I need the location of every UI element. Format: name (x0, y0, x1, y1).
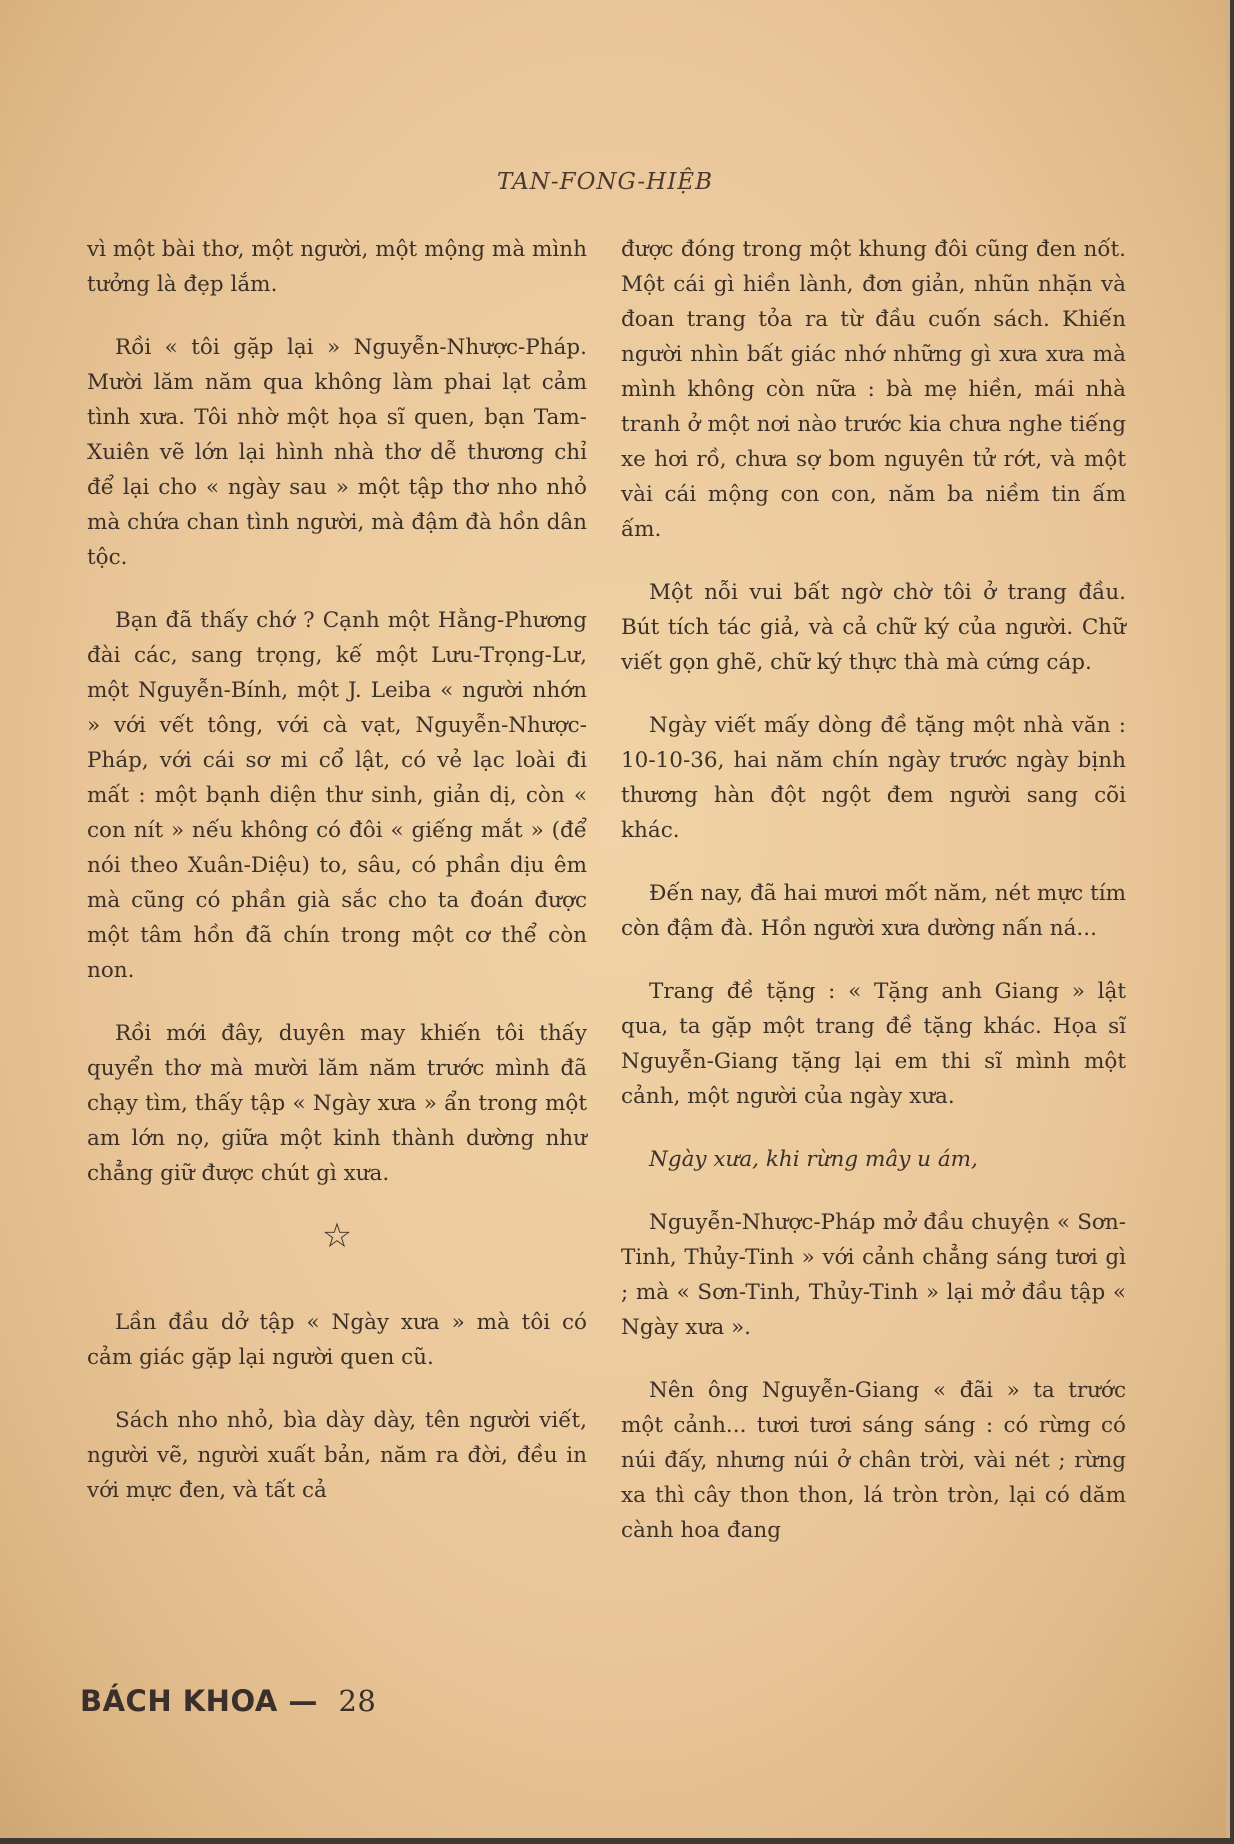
footer-separator: — (288, 1684, 318, 1718)
paragraph: Trang đề tặng : « Tặng anh Giang » lật qua, ta gặp một trang đề tặng khác. Họa sĩ Nguyễn-Giang tặng lại em thi sĩ mình một cảnh, một người của ngày xưa. (621, 979, 1126, 1109)
star-ornament-icon: ☆ (321, 1216, 353, 1256)
right-column (621, 232, 1126, 1576)
paragraph: được đóng trong một khung đôi cũng đen nốt. Một cái gì hiền lành, đơn giản, nhũn nhặn và đoan trang tỏa ra từ đầu cuốn sách. Khiến người nhìn bất giác nhớ những gì xưa xưa mà mình không còn nữa : bà mẹ hiền, mái nhà tranh ở một nơi nào trước kia chưa nghe tiếng xe hơi rồ, chưa sợ bom nguyên tử rớt, và một vài cái mộng con con, năm ba niềm tin ấm ấm. (621, 237, 1126, 542)
paragraph: Rồi mới đây, duyên may khiến tôi thấy quyển thơ mà mười lăm năm trước mình đã chạy tìm, thấy tập « Ngày xưa » ẩn trong một am lớn nọ, giữa một kinh thành dường như chẳng giữ được chút gì xưa. (87, 1021, 587, 1186)
page-number: 28 (338, 1684, 377, 1718)
paragraph: Rồi « tôi gặp lại » Nguyễn-Nhược-Pháp. Mười lăm năm qua không làm phai lạt cảm tình xưa. Tôi nhờ một họa sĩ quen, bạn Tam-Xuiên vẽ lớn lại hình nhà thơ dễ thương chỉ để lại cho « ngày sau » một tập thơ nho nhỏ mà chứa chan tình người, mà đậm đà hồn dân tộc. (87, 335, 587, 570)
paragraph: Nguyễn-Nhược-Pháp mở đầu chuyện « Sơn-Tinh, Thủy-Tinh » với cảnh chẳng sáng tươi gì ; mà « Sơn-Tinh, Thủy-Tinh » lại mở đầu tập « Ngày xưa ». (621, 1210, 1126, 1340)
paragraph: Đến nay, đã hai mươi mốt năm, nét mực tím còn đậm đà. Hồn người xưa dường nấn ná... (621, 881, 1126, 941)
paragraph: Nên ông Nguyễn-Giang « đãi » ta trước một cảnh... tươi tươi sáng sáng : có rừng có núi đấy, nhưng núi ở chân trời, vài nét ; rừng xa thì cây thon thon, lá tròn tròn, lại có dăm cành hoa đang (621, 1378, 1126, 1543)
paragraph: Lần đầu dở tập « Ngày xưa » mà tôi có cảm giác gặp lại người quen cũ. (87, 1310, 587, 1370)
paragraph: Sách nho nhỏ, bìa dày dày, tên người viết, người vẽ, người xuất bản, năm ra đời, đều in với mực đen, và tất cả (87, 1408, 587, 1503)
left-column (87, 232, 587, 1536)
paragraph: Ngày viết mấy dòng đề tặng một nhà văn : 10-10-36, hai năm chín ngày trước ngày bịnh thương hàn đột ngột đem người sang cõi khác. (621, 713, 1126, 843)
magazine-name: BÁCH KHOA (80, 1684, 278, 1718)
page-footer (80, 1684, 376, 1718)
poem-line: Ngày xưa, khi rừng mây u ám, (649, 1147, 978, 1172)
page-header: TAN-FONG-HIỆB (497, 169, 713, 195)
paragraph: Bạn đã thấy chớ ? Cạnh một Hằng-Phương đài các, sang trọng, kế một Lưu-Trọng-Lư, một Nguyễn-Bính, một J. Leiba « người nhớn » với vết tông, với cà vạt, Nguyễn-Nhược-Pháp, với cái sơ mi cổ lật, có vẻ lạc loài đi mất : một bạnh diện thư sinh, giản dị, còn « con nít » nếu không có đôi « giếng mắt » (để nói theo Xuân-Diệu) to, sâu, có phần dịu êm mà cũng có phần già sắc cho ta đoán được một tâm hồn đã chín trong một cơ thể còn non. (87, 608, 587, 983)
paragraph: Một nỗi vui bất ngờ chờ tôi ở trang đầu. Bút tích tác giả, và cả chữ ký của người. Chữ viết gọn ghẽ, chữ ký thực thà mà cứng cáp. (621, 580, 1126, 675)
paragraph: vì một bài thơ, một người, một mộng mà mình tưởng là đẹp lắm. (87, 237, 587, 297)
